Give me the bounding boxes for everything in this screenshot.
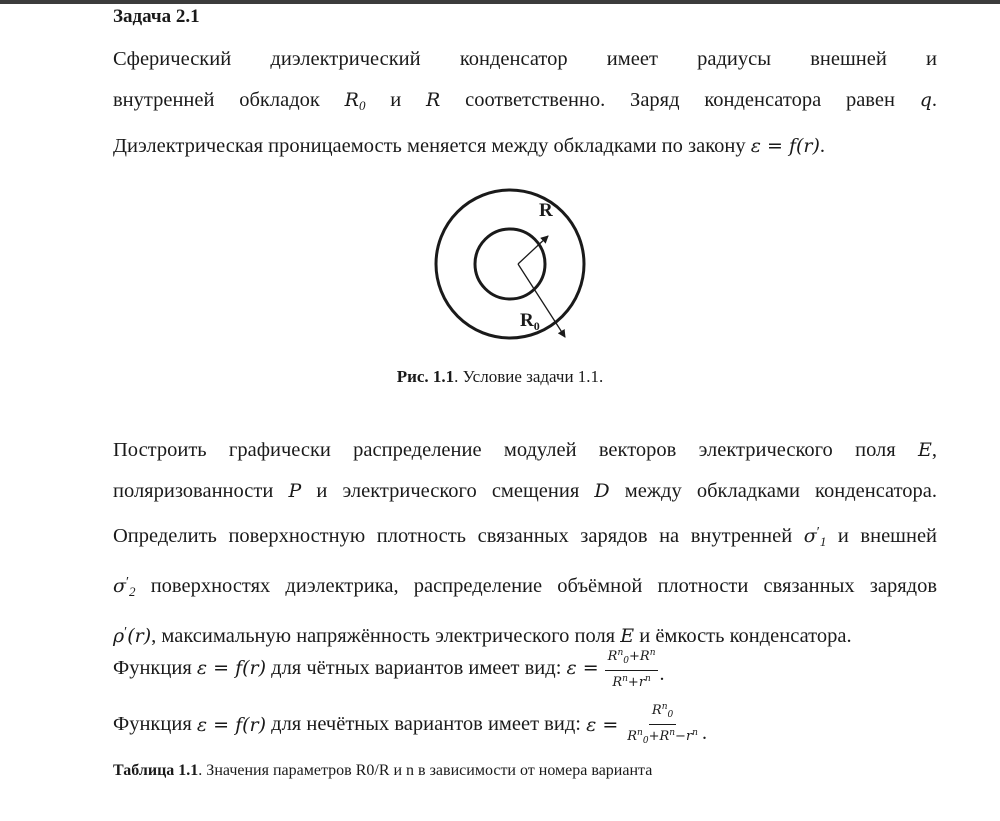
task-line-2: поляризованности P и электрического смещения D между обкладками конденсатора. (113, 480, 938, 502)
capacitor-diagram (430, 174, 590, 354)
figure-caption: Рис. 1.1. Условие задачи 1.1. (396, 367, 604, 386)
task-line-1: Построить графически распределение модулей векторов электрического поля E, (113, 439, 938, 461)
statement-line-3: Диэлектрическая проницаемость меняется между обкладками по закону ε = f(r). (113, 135, 826, 157)
window-top-edge (0, 0, 1000, 4)
table-caption: Таблица 1.1. Значения параметров R0/R и n в зависимости от номера варианта (113, 762, 653, 779)
function-even: Функция ε = f(r) для чётных вариантов имеет вид: ε = $\frac{R^n_0+R^n}{R^n+r^n}$ . (113, 648, 665, 690)
label-r0: $R_0$ (520, 310, 540, 333)
odd-formula-fraction: $\frac{R^n_0}{R^n_0+R^n-r^n}$ (627, 702, 698, 746)
even-formula-fraction: $\frac{R^n_0+R^n}{R^n+r^n}$ (605, 646, 659, 690)
task-description (42, 430, 937, 657)
outer-plate-circle (436, 190, 584, 338)
task-line-5: ρ′(r), максимальную напряжённость электрического поля E и ёмкость конденсатора. (113, 625, 852, 647)
problem-statement (42, 39, 937, 167)
task-line-4: $\sigma'_2$ поверхностях диэлектрика, распределение объёмной плотности связанных зарядов (113, 575, 938, 599)
function-odd: Функция ε = f(r) для нечётных вариантов имеет вид: ε = $\frac{R^n_0}{R^n_0+R^n-r^n}$ . (113, 700, 707, 749)
statement-line-1: Сферический диэлектрический конденсатор имеет радиусы внешней и (113, 48, 937, 70)
task-line-3: Определить поверхностную плотность связанных зарядов на внутренней $\sigma'_1$ и внешней (113, 525, 938, 549)
statement-line-2: внутренней обкладок $R_0$ и R соответственно. Заряд конденсатора равен q. (113, 89, 937, 113)
label-r: R (539, 200, 553, 221)
task-heading: Задача 2.1 (113, 6, 200, 27)
